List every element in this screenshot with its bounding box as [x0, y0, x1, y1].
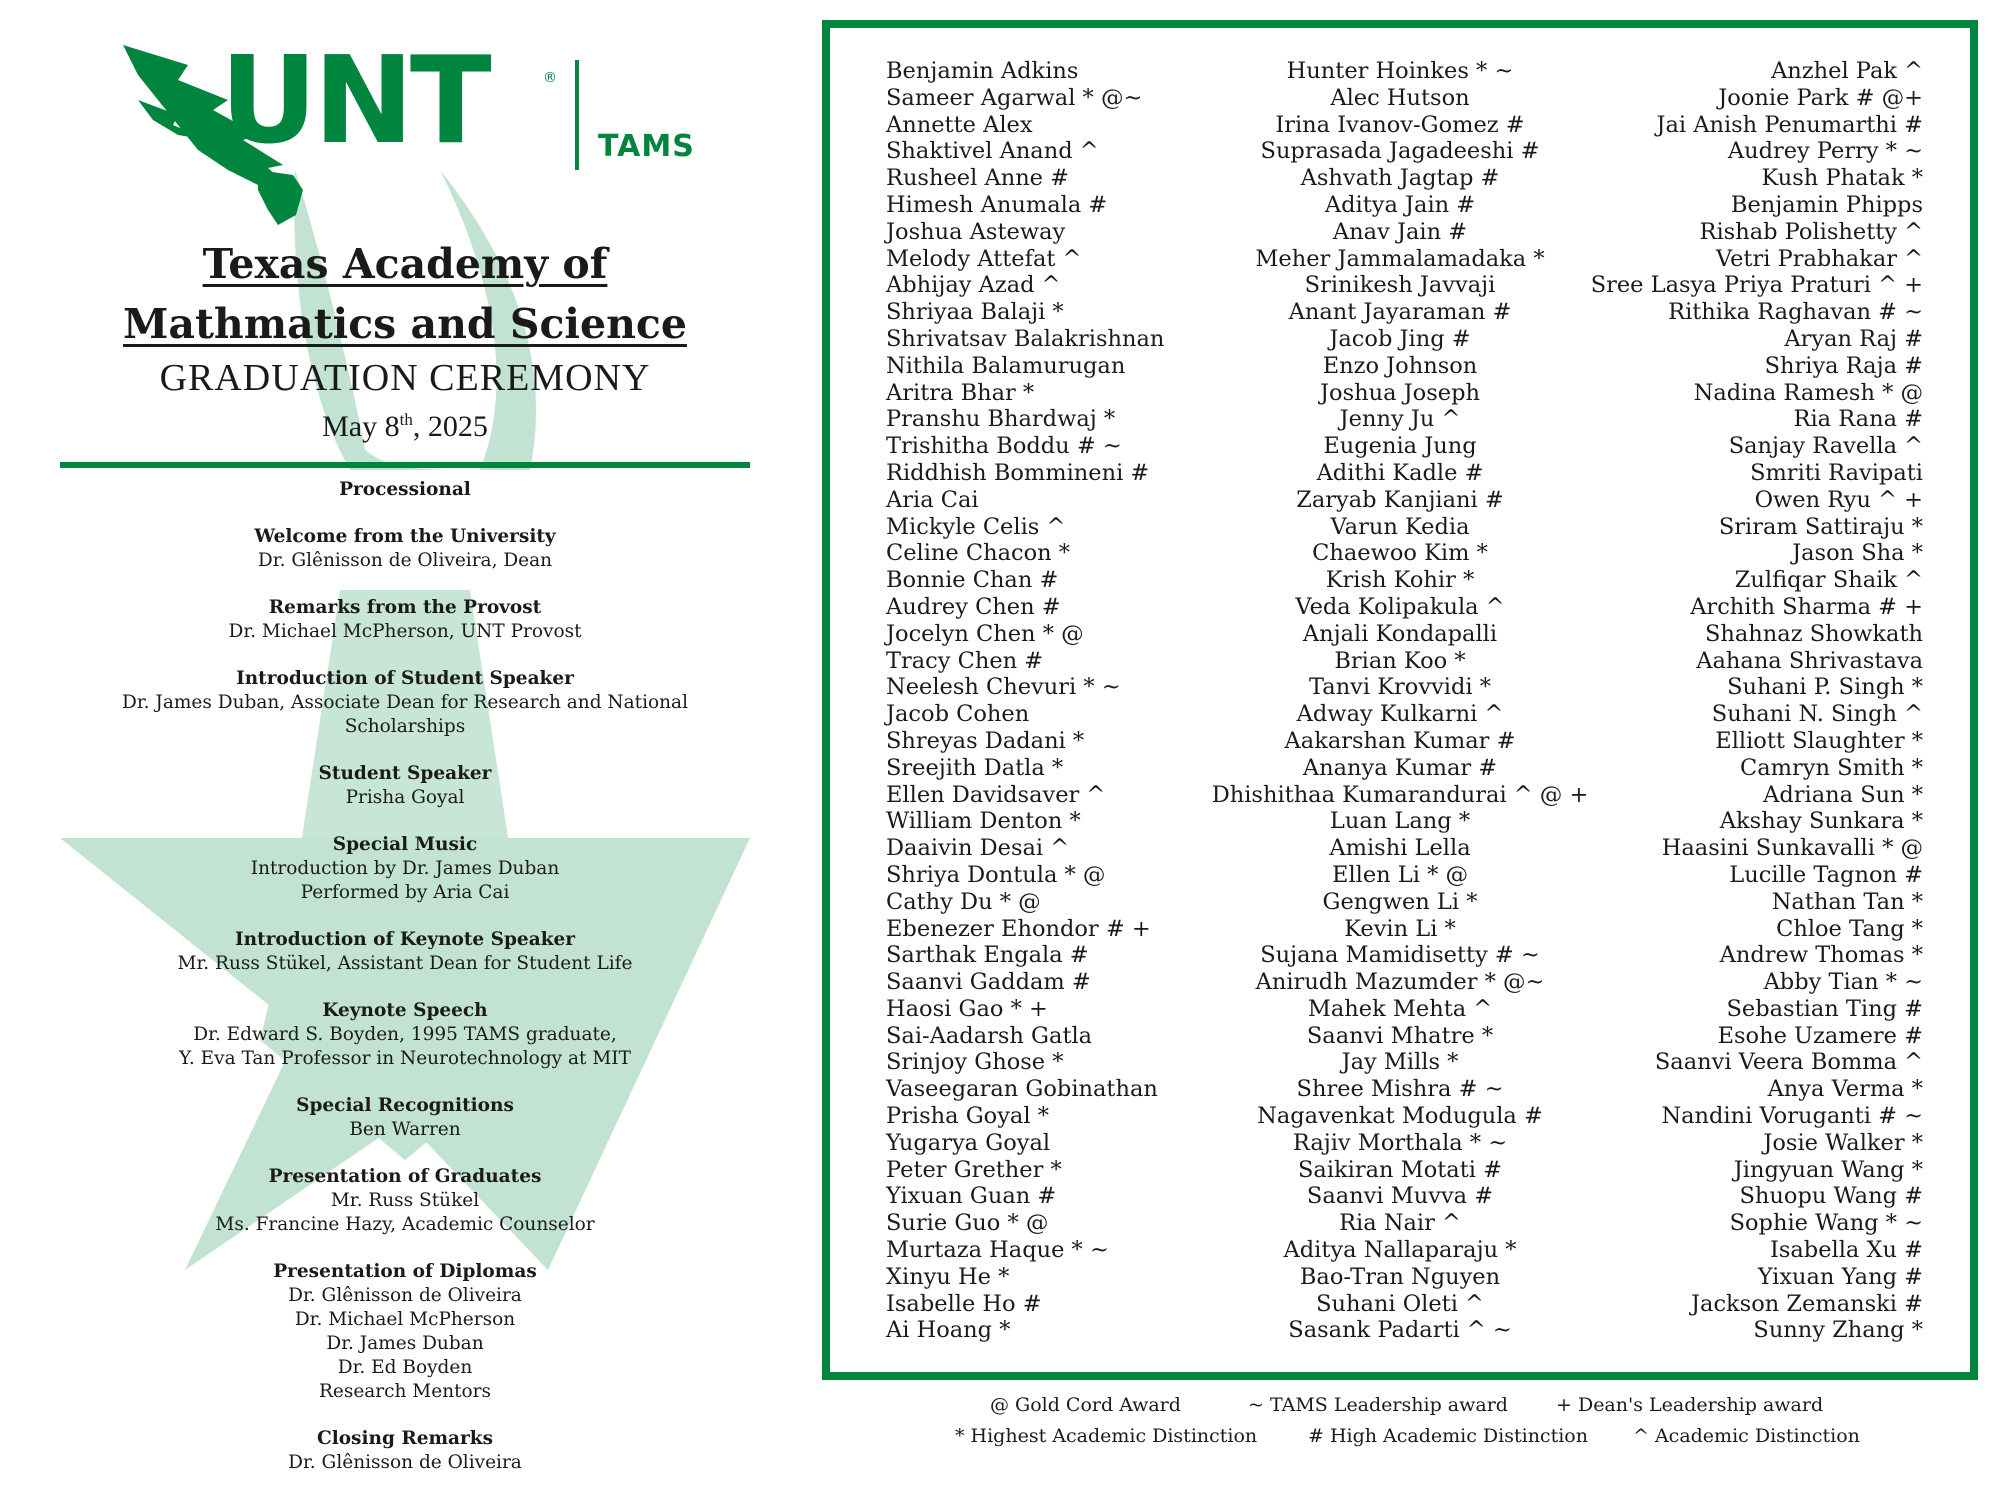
graduate-name: Nagavenkat Modugula #: [1257, 1103, 1543, 1130]
program-item: [60, 833, 750, 905]
graduate-name: Andrew Thomas *: [1719, 942, 1923, 969]
graduate-name: Brian Koo *: [1334, 647, 1466, 674]
graduate-name: Audrey Perry * ~: [1727, 138, 1923, 165]
graduate-name: Anant Jayaraman #: [1288, 299, 1512, 326]
graduate-name: Bonnie Chan #: [886, 567, 1059, 594]
graduate-name: Jai Anish Penumarthi #: [1656, 111, 1923, 138]
graduate-name: Neelesh Chevuri * ~: [886, 674, 1121, 701]
green-divider: [60, 462, 750, 468]
program-item-line: Dr. Glênisson de Oliveira: [288, 1452, 522, 1473]
graduate-name: Gengwen Li *: [1322, 888, 1478, 915]
graduate-name: Shriya Raja #: [1764, 352, 1923, 379]
graduate-name: Irina Ivanov-Gomez #: [1275, 111, 1525, 138]
graduate-name: Audrey Chen #: [886, 593, 1061, 620]
program-item-line: Y. Eva Tan Professor in Neurotechnology at MIT: [179, 1048, 631, 1069]
program-item: [60, 999, 750, 1071]
graduate-name: Alec Hutson: [1330, 84, 1470, 111]
graduate-name: Sophie Wang * ~: [1729, 1210, 1923, 1237]
graduate-name: Owen Ryu ^ +: [1754, 486, 1923, 513]
graduate-name: Ashvath Jagtap #: [1300, 165, 1500, 192]
graduate-name: Anya Verma *: [1767, 1076, 1923, 1103]
program-item-line: Introduction by Dr. James Duban: [250, 858, 560, 879]
graduate-name: William Denton *: [886, 808, 1081, 835]
ceremony-subtitle: GRADUATION CEREMONY: [159, 357, 651, 399]
graduate-name: Anjali Kondapalli: [1302, 620, 1498, 647]
graduate-name: Meher Jammalamadaka *: [1255, 245, 1545, 272]
graduate-name: Xinyu He *: [886, 1263, 1010, 1290]
program-item-line: Dr. Michael McPherson, UNT Provost: [228, 621, 582, 642]
graduate-name: Ananya Kumar #: [1302, 754, 1498, 781]
graduate-name: Sameer Agarwal * @~: [886, 84, 1143, 111]
graduate-name: Surie Guo * @: [886, 1210, 1049, 1237]
program-item-line: Mr. Russ Stükel, Assistant Dean for Student Life: [177, 953, 633, 974]
graduate-name: Pranshu Bhardwaj *: [886, 406, 1116, 433]
graduate-name: Jay Mills *: [1341, 1049, 1459, 1076]
graduate-name: Adriana Sun *: [1763, 781, 1923, 808]
graduate-name: Smriti Ravipati: [1750, 459, 1923, 486]
graduate-name: Riddhish Bommineni #: [886, 459, 1150, 486]
graduate-name: Saikiran Motati #: [1298, 1156, 1502, 1183]
graduate-name: Himesh Anumala #: [886, 191, 1108, 218]
graduate-name: Abhijay Azad ^: [886, 272, 1061, 299]
program-list: [60, 478, 750, 1498]
graduate-name: Shahnaz Showkath: [1704, 620, 1923, 647]
program-item-title: Welcome from the University: [254, 526, 556, 547]
graduate-name: Saanvi Muvva #: [1306, 1183, 1494, 1210]
graduate-name: Tracy Chen #: [886, 647, 1044, 674]
graduate-name: Aritra Bhar *: [886, 379, 1035, 406]
program-item: [60, 596, 750, 644]
program-panel: [0, 0, 800, 1473]
graduate-name: Amishi Lella: [1329, 835, 1471, 862]
graduate-name: Rajiv Morthala * ~: [1292, 1129, 1508, 1156]
graduate-name: Zaryab Kanjiani #: [1296, 486, 1504, 513]
ceremony-date: [60, 410, 750, 444]
graduate-name: Luan Lang *: [1329, 808, 1471, 835]
graduate-name: Suhani N. Singh ^: [1711, 701, 1923, 728]
graduate-name: Ebenezer Ehondor # +: [886, 915, 1151, 942]
graduate-name: Celine Chacon *: [886, 540, 1071, 567]
program-item-line: Dr. Michael McPherson: [294, 1309, 516, 1330]
graduate-name: Prisha Goyal *: [886, 1103, 1049, 1130]
program-item-title: Special Music: [332, 834, 478, 855]
graduate-name: Sebastian Ting #: [1726, 995, 1923, 1022]
program-item-line: Dr. Ed Boyden: [337, 1357, 473, 1378]
graduate-name: Suhani Oleti ^: [1316, 1290, 1484, 1317]
graduate-name: Elliott Slaughter *: [1715, 727, 1923, 754]
graduate-name: Yixuan Guan #: [886, 1183, 1057, 1210]
graduate-name: Jocelyn Chen * @: [886, 620, 1084, 647]
graduate-name: Ellen Davidsaver ^: [886, 781, 1106, 808]
graduate-name: Benjamin Phipps: [1730, 191, 1923, 218]
graduate-name: Esohe Uzamere #: [1717, 1022, 1923, 1049]
graduate-name: Shuopu Wang #: [1739, 1183, 1923, 1210]
graduate-name: Aditya Nallaparaju *: [1283, 1237, 1517, 1264]
program-item-title: Remarks from the Provost: [268, 597, 542, 618]
graduate-name: Jenny Ju ^: [1339, 406, 1461, 433]
graduate-name: Shreyas Dadani *: [886, 727, 1085, 754]
graduate-name: Mahek Mehta ^: [1307, 995, 1493, 1022]
graduate-name: Benjamin Adkins: [886, 58, 1079, 84]
program-item-line: Ben Warren: [349, 1119, 461, 1140]
graduate-name: Sreejith Datla *: [886, 754, 1064, 781]
graduate-name: Jackson Zemanski #: [1691, 1290, 1923, 1317]
graduate-name: Yugarya Goyal: [886, 1129, 1051, 1156]
graduate-name: Veda Kolipakula ^: [1295, 593, 1505, 620]
date-prefix: May 8: [322, 410, 400, 443]
program-item-line: Prisha Goyal: [345, 787, 465, 808]
graduate-name: Akshay Sunkara *: [1719, 808, 1923, 835]
date-suffix: , 2025: [412, 410, 488, 443]
graduate-name: Joonie Park # @+: [1718, 84, 1923, 111]
graduate-name: Cathy Du * @: [886, 888, 1041, 915]
program-item-line: Dr. James Duban: [326, 1333, 484, 1354]
registered-mark: ®: [543, 70, 557, 86]
graduate-name: Jason Sha *: [1792, 540, 1923, 567]
graduate-name: Varun Kedia: [1330, 513, 1470, 540]
date-sup: th: [399, 410, 413, 429]
graduate-name: Haasini Sunkavalli * @: [1661, 835, 1923, 862]
program-item: [60, 928, 750, 976]
program-item-title: Student Speaker: [318, 763, 492, 784]
logo-divider: [575, 60, 579, 170]
graduate-name: Sanjay Ravella ^: [1728, 433, 1923, 460]
program-item-title: Closing Remarks: [316, 1428, 494, 1449]
program-item-line: Research Mentors: [318, 1381, 492, 1402]
legend-academic-distinction: ^ Academic Distinction: [1633, 1425, 1860, 1447]
graduate-name: Saanvi Veera Bomma ^: [1654, 1049, 1923, 1076]
program-item: [60, 1260, 750, 1404]
program-item: [60, 1427, 750, 1475]
graduate-name: Jacob Cohen: [886, 701, 1030, 728]
graduate-name: Anzhel Pak ^: [1771, 58, 1923, 84]
program-item: [60, 478, 750, 502]
graduate-name: Trishitha Boddu # ~: [886, 433, 1122, 460]
graduate-name: Nadina Ramesh * @: [1693, 379, 1923, 406]
graduate-name: Adway Kulkarni ^: [1296, 701, 1504, 728]
graduate-name: Aryan Raj #: [1784, 325, 1923, 352]
program-item-line: Dr. Edward S. Boyden, 1995 TAMS graduate,: [193, 1024, 617, 1045]
legend-deans-leadership: + Dean's Leadership award: [1556, 1394, 1824, 1416]
graduate-name: Hunter Hoinkes * ~: [1286, 58, 1514, 84]
graduate-name: Archith Sharma # +: [1690, 593, 1923, 620]
graduate-name: Saanvi Gaddam #: [886, 969, 1091, 996]
graduate-name: Shree Mishra # ~: [1296, 1076, 1504, 1103]
program-item-title: Presentation of Diplomas: [273, 1261, 537, 1282]
graduate-name: Saanvi Mhatre *: [1306, 1022, 1494, 1049]
graduate-name: Bao-Tran Nguyen: [1299, 1263, 1501, 1290]
graduate-name: Anav Jain #: [1332, 218, 1468, 245]
graduate-name: Suprasada Jagadeeshi #: [1260, 138, 1540, 165]
program-item: [60, 525, 750, 573]
graduate-name: Chloe Tang *: [1776, 915, 1923, 942]
graduate-name: Nathan Tan *: [1771, 888, 1923, 915]
legend-high-distinction: # High Academic Distinction: [1308, 1425, 1588, 1447]
legend-tams-leadership: ~ TAMS Leadership award: [1248, 1394, 1508, 1416]
legend-gold-cord: @ Gold Cord Award: [990, 1394, 1181, 1416]
graduate-name: Peter Grether *: [886, 1156, 1062, 1183]
graduate-name: Chaewoo Kim *: [1312, 540, 1488, 567]
graduate-name: Sarthak Engala #: [886, 942, 1089, 969]
graduate-name: Kevin Li *: [1344, 915, 1456, 942]
program-item-title: Introduction of Keynote Speaker: [234, 929, 576, 950]
program-item-line: Performed by Aria Cai: [300, 882, 510, 903]
program-item-line: Dr. James Duban, Associate Dean for Research and National Scholarships: [122, 692, 688, 737]
program-item-line: Dr. Glênisson de Oliveira: [288, 1285, 522, 1306]
program-item-title: Keynote Speech: [322, 1000, 488, 1021]
graduate-name: Annette Alex: [886, 111, 1033, 138]
graduate-name: Yixuan Yang #: [1757, 1263, 1923, 1290]
graduate-name: Shaktivel Anand ^: [886, 138, 1099, 165]
graduate-name: Adithi Kadle #: [1316, 459, 1484, 486]
graduate-name: Rishab Polishetty ^: [1699, 218, 1923, 245]
graduate-name: Srinikesh Javvaji: [1304, 272, 1496, 299]
graduate-name: Sai-Aadarsh Gatla: [886, 1022, 1093, 1049]
graduate-name: Sunny Zhang *: [1753, 1317, 1923, 1344]
logo-tams-text: TAMS: [598, 129, 695, 164]
graduate-name: Vetri Prabhakar ^: [1715, 245, 1923, 272]
graduate-name: Sujana Mamidisetty # ~: [1260, 942, 1540, 969]
legend-highest-distinction: * Highest Academic Distinction: [955, 1425, 1258, 1447]
graduate-name: Jacob Jing #: [1329, 325, 1471, 352]
graduate-name: Jingyuan Wang *: [1733, 1156, 1923, 1183]
graduate-name: Sasank Padarti ^ ~: [1288, 1317, 1512, 1344]
graduate-name: Dhishithaa Kumarandurai ^ @ +: [1211, 781, 1589, 808]
page-title: Texas Academy of Mathmatics and Science: [123, 240, 687, 348]
graduate-name: Isabella Xu #: [1769, 1237, 1923, 1264]
graduate-name: Joshua Joseph: [1320, 379, 1480, 406]
graduate-name: Daaivin Desai ^: [886, 835, 1070, 862]
program-item-line: Dr. Glênisson de Oliveira, Dean: [257, 550, 553, 571]
graduate-name: Shriyaa Balaji *: [886, 299, 1064, 326]
graduate-name: Lucille Tagnon #: [1729, 861, 1923, 888]
graduate-name: Josie Walker *: [1763, 1129, 1923, 1156]
graduate-name: Murtaza Haque * ~: [886, 1237, 1109, 1264]
graduate-name: Eugenia Jung: [1323, 433, 1477, 460]
graduate-name: Tanvi Krovvidi *: [1309, 674, 1491, 701]
graduate-name: Anirudh Mazumder * @~: [1255, 969, 1545, 996]
graduate-name: Camryn Smith *: [1740, 754, 1923, 781]
graduate-name: Shriya Dontula * @: [886, 861, 1106, 888]
graduate-name: Joshua Asteway: [886, 218, 1066, 245]
program-item: [60, 1094, 750, 1142]
graduate-name: Ai Hoang *: [886, 1317, 1011, 1344]
graduate-name: Enzo Johnson: [1322, 352, 1478, 379]
graduate-name: Melody Attefat ^: [886, 245, 1082, 272]
program-item: [60, 762, 750, 810]
program-item-line: Ms. Francine Hazy, Academic Counselor: [215, 1214, 595, 1235]
graduate-name: Aria Cai: [886, 486, 979, 513]
graduate-name: Aahana Shrivastava: [1696, 647, 1923, 674]
graduate-name: Nandini Voruganti # ~: [1661, 1103, 1923, 1130]
graduate-name: Shrivatsav Balakrishnan: [886, 325, 1165, 352]
program-item-title: Special Recognitions: [296, 1095, 514, 1116]
graduate-name: Srinjoy Ghose *: [886, 1049, 1064, 1076]
program-item: [60, 667, 750, 739]
graduate-name: Sriram Sattiraju *: [1718, 513, 1923, 540]
graduate-name: Zulfiqar Shaik ^: [1734, 567, 1923, 594]
logo-unt-text: UNT: [220, 32, 488, 171]
graduate-name: Rithika Raghavan # ~: [1668, 299, 1923, 326]
graduate-name: Kush Phatak *: [1761, 165, 1923, 192]
graduate-name: Aakarshan Kumar #: [1284, 727, 1516, 754]
program-item-line: Mr. Russ Stükel: [330, 1190, 480, 1211]
graduate-name: Krish Kohir *: [1325, 567, 1475, 594]
graduate-name: Isabelle Ho #: [886, 1290, 1042, 1317]
graduate-name: Mickyle Celis ^: [886, 513, 1066, 540]
graduate-name: Sree Lasya Priya Praturi ^ +: [1590, 272, 1923, 299]
program-item-title: Presentation of Graduates: [268, 1166, 542, 1187]
graduate-name: Ria Nair ^: [1339, 1210, 1461, 1237]
graduate-name: Vaseegaran Gobinathan: [886, 1076, 1158, 1103]
roster-column-3: [1523, 58, 1923, 1344]
graduate-name: Abby Tian * ~: [1763, 969, 1923, 996]
graduate-name: Suhani P. Singh *: [1727, 674, 1923, 701]
program-item-title: Processional: [339, 479, 471, 500]
graduate-name: Haosi Gao * +: [886, 995, 1048, 1022]
program-item-title: Introduction of Student Speaker: [236, 668, 574, 689]
graduate-name: Rusheel Anne #: [886, 165, 1069, 192]
graduate-name: Aditya Jain #: [1324, 191, 1476, 218]
graduate-name: Ria Rana #: [1793, 406, 1923, 433]
graduate-name: Nithila Balamurugan: [886, 352, 1126, 379]
program-item: [60, 1165, 750, 1237]
graduate-name: Ellen Li * @: [1332, 861, 1468, 888]
